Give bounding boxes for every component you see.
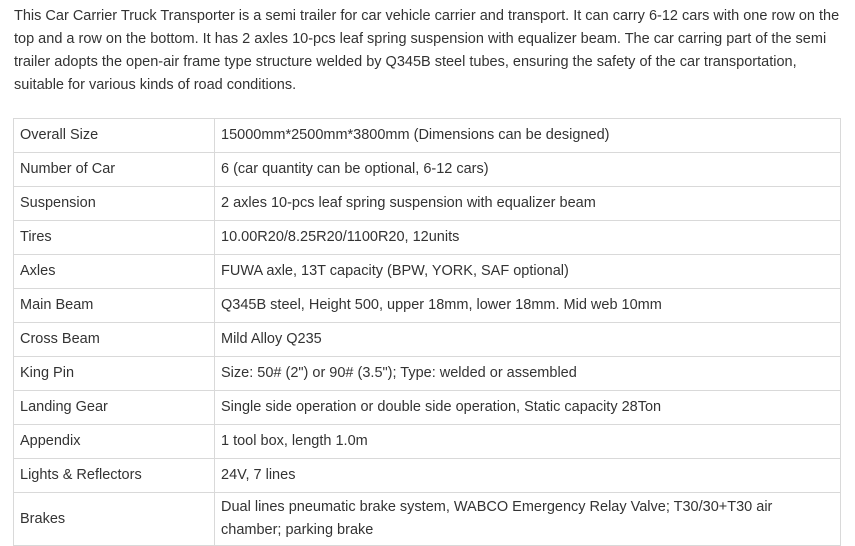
spec-label: Suspension <box>14 187 215 221</box>
product-description: This Car Carrier Truck Transporter is a semi trailer for car vehicle carrier and transport. It can carry 6-12 cars with one row on the top and a row on the bottom. It has 2 axles 10-pcs leaf spring suspension with equalizer beam. The car carring part of the semi trailer adopts the open-air frame type structure welded by Q345B steel tubes, ensuring the safety of the car transportation, suitable for various kinds of road conditions. <box>14 8 840 93</box>
spec-label: Axles <box>14 255 215 289</box>
spec-value: 15000mm*2500mm*3800mm (Dimensions can be designed) <box>215 119 841 153</box>
spec-value: 2 axles 10-pcs leaf spring suspension with equalizer beam <box>215 187 841 221</box>
spec-value: 1 tool box, length 1.0m <box>215 425 841 459</box>
spec-value: Q345B steel, Height 500, upper 18mm, lower 18mm. Mid web 10mm <box>215 289 841 323</box>
spec-label: Number of Car <box>14 153 215 187</box>
spec-value: Mild Alloy Q235 <box>215 323 841 357</box>
spec-label: Appendix <box>14 425 215 459</box>
table-row <box>14 289 841 323</box>
table-row <box>14 459 841 493</box>
spec-value: 6 (car quantity can be optional, 6-12 cars) <box>215 153 841 187</box>
spec-value: FUWA axle, 13T capacity (BPW, YORK, SAF optional) <box>215 255 841 289</box>
spec-value: Dual lines pneumatic brake system, WABCO Emergency Relay Valve; T30/30+T30 air chamber; parking brake <box>215 493 841 546</box>
spec-value: 10.00R20/8.25R20/1100R20, 12units <box>215 221 841 255</box>
spec-label: Landing Gear <box>14 391 215 425</box>
table-row <box>14 153 841 187</box>
spec-value: Single side operation or double side operation, Static capacity 28Ton <box>215 391 841 425</box>
table-row <box>14 425 841 459</box>
table-row <box>14 323 841 357</box>
table-row <box>14 119 841 153</box>
spec-label: Lights & Reflectors <box>14 459 215 493</box>
spec-label: King Pin <box>14 357 215 391</box>
spec-label: Main Beam <box>14 289 215 323</box>
spec-label: Brakes <box>14 493 215 546</box>
table-row <box>14 357 841 391</box>
specification-table <box>13 118 841 546</box>
spec-label: Overall Size <box>14 119 215 153</box>
table-row <box>14 255 841 289</box>
table-row <box>14 391 841 425</box>
spec-label: Cross Beam <box>14 323 215 357</box>
spec-value: 24V, 7 lines <box>215 459 841 493</box>
spec-label: Tires <box>14 221 215 255</box>
table-row <box>14 221 841 255</box>
table-row <box>14 187 841 221</box>
table-row <box>14 493 841 546</box>
spec-value: Size: 50# (2") or 90# (3.5"); Type: welded or assembled <box>215 357 841 391</box>
